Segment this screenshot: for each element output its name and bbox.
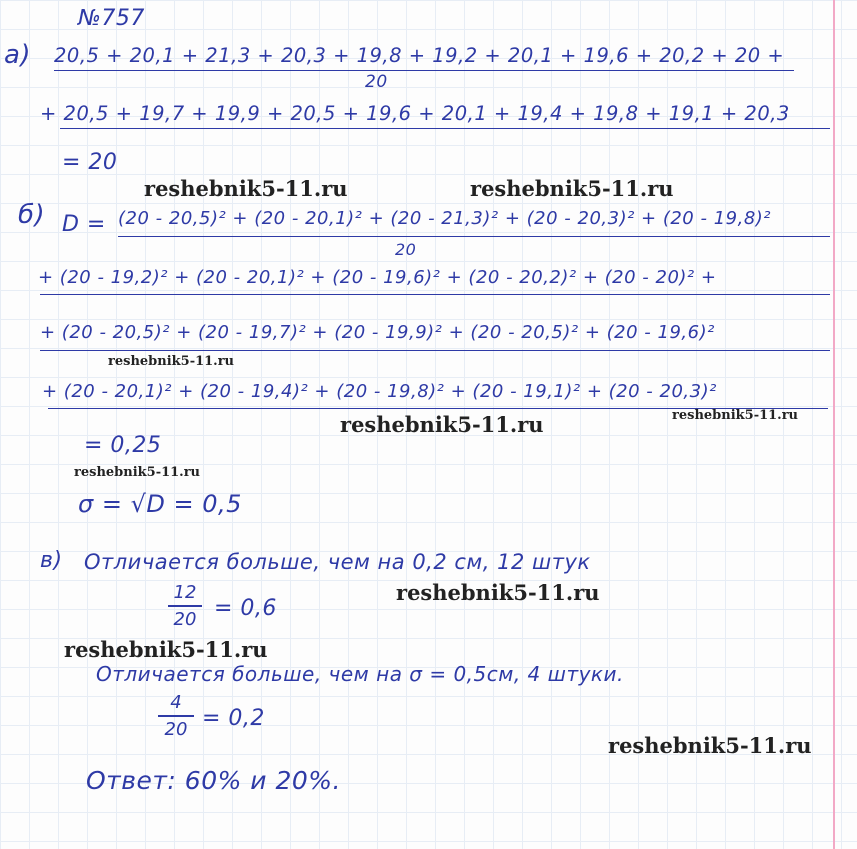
part-b-line-4: + (20 - 20,1)² + (20 - 19,4)² + (20 - 19,8)² + (20 - 19,1)² + (20 - 20,3)² (42, 381, 717, 402)
answer-line: Ответ: 60% и 20%. (86, 766, 342, 795)
part-a-fraction-bar-2 (60, 128, 830, 129)
watermark: reshebnik5-11.ru (672, 408, 799, 423)
watermark: reshebnik5-11.ru (340, 412, 544, 437)
part-c-fraction-1-numerator: 12 (173, 582, 197, 603)
part-a-fraction-bar (54, 70, 794, 71)
part-c-fraction-1-result: = 0,6 (214, 596, 277, 621)
part-b-result: = 0,25 (84, 433, 162, 458)
part-c-fraction-2-bar (158, 715, 194, 717)
part-b-line-2: + (20 - 19,2)² + (20 - 20,1)² + (20 - 19,6)² + (20 - 20,2)² + (20 - 20)² + (38, 267, 717, 288)
watermark: reshebnik5-11.ru (470, 176, 674, 201)
part-b-line-3: + (20 - 20,5)² + (20 - 19,7)² + (20 - 19,9)² + (20 - 20,5)² + (20 - 19,6)² (40, 322, 715, 343)
part-c-label: в) (40, 548, 63, 573)
part-a-label: а) (4, 40, 32, 70)
part-c-fraction-2 (158, 692, 194, 740)
part-c-fraction-2-result: = 0,2 (202, 706, 265, 731)
part-a-line-2: + 20,5 + 19,7 + 19,9 + 20,5 + 19,6 + 20,1 + 19,4 + 19,8 + 19,1 + 20,3 (40, 102, 790, 125)
part-c-fraction-1-bar (168, 605, 202, 607)
part-c-fraction-1-denominator: 20 (173, 609, 197, 630)
part-c-fraction-2-denominator: 20 (164, 719, 188, 740)
part-c-fraction-1 (168, 582, 202, 630)
part-c-line-2: Отличается больше, чем на σ = 0,5см, 4 штуки. (96, 662, 624, 686)
page-margin-line (833, 0, 835, 849)
part-b-rule-3 (40, 350, 830, 351)
part-b-rule-2 (40, 294, 830, 295)
part-a-denominator: 20 (365, 72, 388, 92)
part-b-lhs: D = (62, 212, 106, 237)
watermark: reshebnik5-11.ru (144, 176, 348, 201)
watermark: reshebnik5-11.ru (64, 637, 268, 662)
part-a-result: = 20 (62, 150, 118, 175)
part-b-label: б) (18, 200, 46, 230)
part-a-line-1: 20,5 + 20,1 + 21,3 + 20,3 + 19,8 + 19,2 + 20,1 + 19,6 + 20,2 + 20 + (54, 44, 785, 67)
part-b-sigma: σ = √D = 0,5 (78, 490, 242, 518)
watermark: reshebnik5-11.ru (396, 580, 600, 605)
part-c-line-1: Отличается больше, чем на 0,2 см, 12 штук (84, 550, 591, 574)
problem-number: №757 (78, 6, 145, 31)
part-b-line-1: (20 - 20,5)² + (20 - 20,1)² + (20 - 21,3)² + (20 - 20,3)² + (20 - 19,8)² (118, 208, 772, 229)
part-b-denominator: 20 (395, 240, 417, 259)
part-b-fraction-bar (118, 236, 830, 237)
part-c-fraction-2-numerator: 4 (170, 692, 182, 713)
watermark: reshebnik5-11.ru (608, 733, 812, 758)
watermark: reshebnik5-11.ru (108, 354, 235, 369)
watermark: reshebnik5-11.ru (74, 465, 201, 480)
